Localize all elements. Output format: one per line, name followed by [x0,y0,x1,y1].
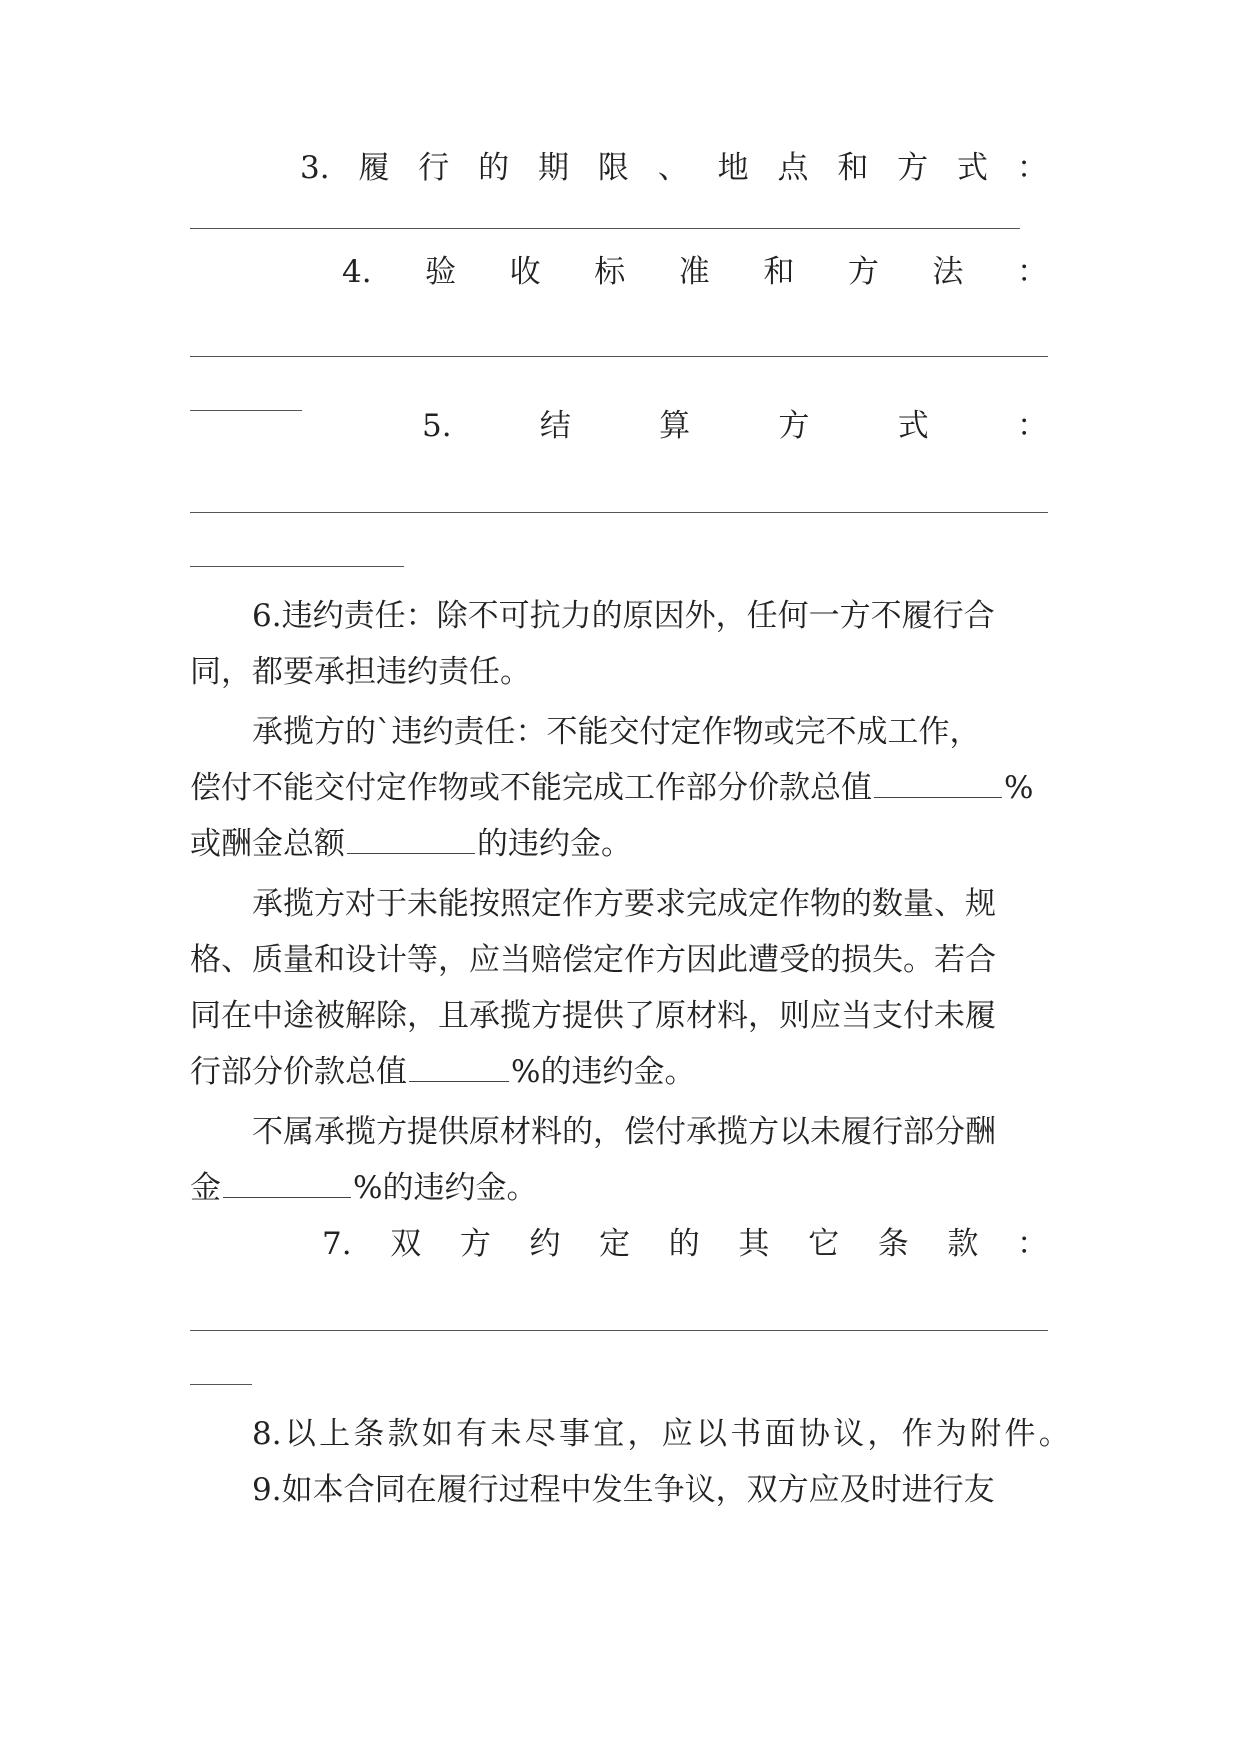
p1-line-3 [190,822,1048,866]
item-8-char: ， [627,1416,659,1452]
item-8-char: 8. [252,1416,282,1452]
heading-char: 履 [358,150,390,186]
item-5-heading [422,404,1048,448]
item-8-char: 以 [284,1416,316,1452]
item-6-line-2: 同，都要承担违约责任。 [190,654,531,690]
fill-in-line [190,566,404,567]
fill-in-line [190,228,1020,229]
heading-colon: ： [1016,254,1048,290]
heading-char: 点 [777,150,809,186]
heading-char: 式 [957,150,989,186]
item-8-char: 议 [833,1416,865,1452]
item-number: 4. [342,254,372,290]
item-8-char: 尽 [524,1416,556,1452]
fill-in-line [190,410,302,411]
blank-percent [223,1167,351,1198]
blank-percent [874,767,1002,798]
item-8-char: 上 [319,1416,351,1452]
item-8-char: 为 [935,1416,967,1452]
heading-char: 条 [877,1226,909,1262]
p1-line-2-suffix: % [1004,770,1034,806]
p1-line-1: 承揽方的`违约责任：不能交付定作物或完不成工作， [252,714,981,750]
item-8-char: 未 [490,1416,522,1452]
heading-char: 款 [947,1226,979,1262]
item-number: 7. [322,1226,352,1262]
heading-char: 约 [529,1226,561,1262]
item-4-heading [342,250,1048,294]
heading-colon: ： [1016,1226,1048,1262]
heading-char: 方 [459,1226,491,1262]
heading-char: 地 [717,150,749,186]
heading-char: 法 [932,254,964,290]
heading-char: 式 [897,408,929,444]
item-7-heading [322,1222,1048,1266]
item-8-char: 有 [456,1416,488,1452]
heading-char: 限 [597,150,629,186]
heading-char: 准 [678,254,710,290]
heading-char: 算 [659,408,691,444]
item-8-char: 书 [730,1416,762,1452]
item-8-char: 事 [558,1416,590,1452]
heading-char: 它 [808,1226,840,1262]
p1-line-2-text: 偿付不能交付定作物或不能完成工作部分价款总值 [190,770,872,806]
blank-percent [409,1051,509,1082]
p1-line-3-suffix: 的违约金。 [477,826,632,862]
heading-colon: ： [1016,408,1048,444]
fill-in-line [190,1330,1048,1331]
item-8-char: 应 [661,1416,693,1452]
item-8-char: 作 [901,1416,933,1452]
heading-char: 方 [847,254,879,290]
heading-char: 双 [390,1226,422,1262]
item-8-char: 以 [696,1416,728,1452]
blank-amount [347,823,475,854]
p3-line-2-text: 金 [190,1170,221,1206]
item-8-char: 协 [798,1416,830,1452]
item-8-char: 宜 [593,1416,625,1452]
item-8-char: 附 [970,1416,1002,1452]
heading-char: 和 [763,254,795,290]
heading-char: 验 [425,254,457,290]
item-8-char: 款 [387,1416,419,1452]
p1-line-2 [190,766,1048,810]
heading-char: 定 [599,1226,631,1262]
p3-line-2-suffix: %的违约金。 [353,1170,538,1206]
p1-line-3-text: 或酬金总额 [190,826,345,862]
heading-char: 收 [509,254,541,290]
p2-line-4-suffix: %的违约金。 [511,1054,696,1090]
p2-line-4-text: 行部分价款总值 [190,1054,407,1090]
heading-char: 其 [738,1226,770,1262]
fill-in-line [190,356,1048,357]
item-8-char: ， [867,1416,899,1452]
heading-char: 行 [418,150,450,186]
heading-char: 的 [478,150,510,186]
item-8 [252,1412,1070,1456]
heading-char: 方 [897,150,929,186]
heading-colon: ： [1016,150,1048,186]
fill-in-line [190,1384,252,1385]
fill-in-line [190,512,1048,513]
item-number: 3. [300,150,330,186]
heading-char: 结 [539,408,571,444]
item-8-char: 条 [353,1416,385,1452]
p3-line-1: 不属承揽方提供原材料的，偿付承揽方以未履行部分酬 [252,1114,996,1150]
heading-char: 方 [778,408,810,444]
item-6-line-1: 6.违约责任：除不可抗力的原因外，任何一方不履行合 [252,598,995,634]
p3-line-2 [190,1166,1048,1210]
item-3-heading [300,146,1048,190]
heading-char: 期 [538,150,570,186]
heading-char: 的 [668,1226,700,1262]
heading-char: 和 [837,150,869,186]
p2-line-2: 格、质量和设计等，应当赔偿定作方因此遭受的损失。若合 [190,942,996,978]
p2-line-4 [190,1050,1048,1094]
item-8-char: 。 [1038,1416,1070,1452]
item-9: 9.如本合同在履行过程中发生争议，双方应及时进行友 [252,1472,995,1508]
item-number: 5. [422,408,452,444]
item-8-char: 面 [764,1416,796,1452]
heading-char: 标 [594,254,626,290]
item-8-char: 如 [421,1416,453,1452]
item-8-char: 件 [1004,1416,1036,1452]
p2-line-1: 承揽方对于未能按照定作方要求完成定作物的数量、规 [252,886,996,922]
heading-char: 、 [657,150,689,186]
p2-line-3: 同在中途被解除，且承揽方提供了原材料，则应当支付未履 [190,998,996,1034]
